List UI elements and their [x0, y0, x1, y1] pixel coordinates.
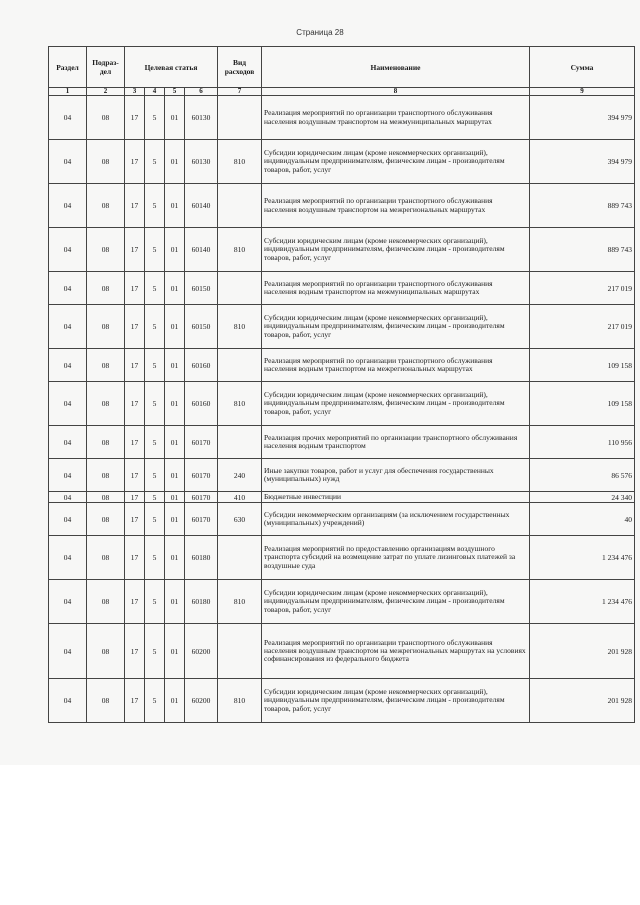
cell-razdel: 04 [49, 426, 87, 459]
cell-podrazdel: 08 [87, 624, 125, 679]
cell-celevaya-3: 01 [165, 624, 185, 679]
table-row [49, 580, 635, 624]
cell-summa: 40 [530, 503, 635, 536]
cell-celevaya-2: 5 [145, 349, 165, 382]
cell-naimenovanie: Субсидии некоммерческим организациям (за исключением государственных (муниципальных) учреждений) [262, 503, 530, 536]
cell-celevaya-4: 60170 [185, 426, 218, 459]
cell-celevaya-3: 01 [165, 96, 185, 140]
cell-celevaya-4: 60160 [185, 349, 218, 382]
cell-celevaya-4: 60180 [185, 580, 218, 624]
cell-celevaya-4: 60200 [185, 679, 218, 723]
cell-razdel: 04 [49, 349, 87, 382]
cell-naimenovanie: Субсидии юридическим лицам (кроме некоммерческих организаций), индивидуальным предпринимателям, физическим лицам - производителям товаров, работ, услуг [262, 140, 530, 184]
cell-summa: 86 576 [530, 459, 635, 492]
cell-vid-rashodov: 630 [218, 503, 262, 536]
cell-summa: 889 743 [530, 184, 635, 228]
cell-naimenovanie: Субсидии юридическим лицам (кроме некоммерческих организаций), индивидуальным предпринимателям, физическим лицам - производителям товаров, работ, услуг [262, 305, 530, 349]
cell-celevaya-3: 01 [165, 503, 185, 536]
column-number: 4 [145, 88, 165, 96]
cell-celevaya-1: 17 [125, 184, 145, 228]
cell-celevaya-1: 17 [125, 580, 145, 624]
cell-celevaya-1: 17 [125, 272, 145, 305]
cell-razdel: 04 [49, 228, 87, 272]
header-razdel: Раздел [49, 47, 87, 88]
cell-celevaya-3: 01 [165, 426, 185, 459]
budget-table [48, 46, 635, 723]
cell-celevaya-3: 01 [165, 536, 185, 580]
cell-naimenovanie: Бюджетные инвестиции [262, 492, 530, 503]
table-header-row [49, 47, 635, 88]
cell-naimenovanie: Субсидии юридическим лицам (кроме некоммерческих организаций), индивидуальным предпринимателям, физическим лицам - производителям товаров, работ, услуг [262, 580, 530, 624]
cell-vid-rashodov: 810 [218, 305, 262, 349]
column-number: 7 [218, 88, 262, 96]
cell-razdel: 04 [49, 184, 87, 228]
header-podrazdel: Подраз-дел [87, 47, 125, 88]
cell-vid-rashodov: 810 [218, 228, 262, 272]
cell-celevaya-2: 5 [145, 140, 165, 184]
table-row [49, 272, 635, 305]
cell-vid-rashodov: 810 [218, 382, 262, 426]
header-naimenovanie: Наименование [262, 47, 530, 88]
cell-podrazdel: 08 [87, 459, 125, 492]
cell-podrazdel: 08 [87, 503, 125, 536]
cell-podrazdel: 08 [87, 492, 125, 503]
table-row [49, 349, 635, 382]
table-row [49, 96, 635, 140]
cell-celevaya-1: 17 [125, 349, 145, 382]
cell-podrazdel: 08 [87, 426, 125, 459]
cell-podrazdel: 08 [87, 536, 125, 580]
header-vid-rashodov: Вид расходов [218, 47, 262, 88]
cell-celevaya-1: 17 [125, 96, 145, 140]
cell-vid-rashodov: 410 [218, 492, 262, 503]
column-number-row [49, 88, 635, 96]
cell-celevaya-1: 17 [125, 679, 145, 723]
cell-podrazdel: 08 [87, 305, 125, 349]
table-row [49, 536, 635, 580]
cell-celevaya-3: 01 [165, 272, 185, 305]
cell-celevaya-2: 5 [145, 228, 165, 272]
cell-vid-rashodov [218, 536, 262, 580]
page-number: Страница 28 [296, 28, 344, 37]
cell-celevaya-4: 60130 [185, 96, 218, 140]
cell-naimenovanie: Иные закупки товаров, работ и услуг для обеспечения государственных (муниципальных) нужд [262, 459, 530, 492]
table-row [49, 503, 635, 536]
cell-celevaya-2: 5 [145, 580, 165, 624]
cell-summa: 889 743 [530, 228, 635, 272]
cell-celevaya-3: 01 [165, 305, 185, 349]
cell-razdel: 04 [49, 536, 87, 580]
cell-celevaya-1: 17 [125, 382, 145, 426]
cell-naimenovanie: Реализация прочих мероприятий по организации транспортного обслуживания населения водным транспортом [262, 426, 530, 459]
cell-vid-rashodov [218, 349, 262, 382]
cell-celevaya-4: 60140 [185, 184, 218, 228]
cell-celevaya-1: 17 [125, 305, 145, 349]
cell-celevaya-1: 17 [125, 228, 145, 272]
cell-summa: 110 956 [530, 426, 635, 459]
column-number: 1 [49, 88, 87, 96]
cell-celevaya-3: 01 [165, 140, 185, 184]
column-number: 2 [87, 88, 125, 96]
cell-celevaya-3: 01 [165, 459, 185, 492]
cell-podrazdel: 08 [87, 272, 125, 305]
table-row [49, 140, 635, 184]
cell-razdel: 04 [49, 503, 87, 536]
column-number: 5 [165, 88, 185, 96]
table-row [49, 426, 635, 459]
cell-podrazdel: 08 [87, 382, 125, 426]
cell-razdel: 04 [49, 459, 87, 492]
cell-celevaya-4: 60160 [185, 382, 218, 426]
cell-naimenovanie: Реализация мероприятий по организации транспортного обслуживания населения воздушным транспортом на межрегиональных маршрутах на условиях софинансирования из федерального бюджета [262, 624, 530, 679]
cell-celevaya-3: 01 [165, 492, 185, 503]
header-celevaya-statya: Целевая статья [125, 47, 218, 88]
cell-summa: 394 979 [530, 96, 635, 140]
table-row [49, 624, 635, 679]
column-number: 9 [530, 88, 635, 96]
cell-summa: 217 019 [530, 305, 635, 349]
cell-summa: 217 019 [530, 272, 635, 305]
cell-celevaya-1: 17 [125, 459, 145, 492]
cell-celevaya-2: 5 [145, 459, 165, 492]
table-row [49, 459, 635, 492]
cell-celevaya-2: 5 [145, 426, 165, 459]
cell-summa: 1 234 476 [530, 580, 635, 624]
cell-celevaya-2: 5 [145, 679, 165, 723]
cell-celevaya-2: 5 [145, 536, 165, 580]
cell-celevaya-2: 5 [145, 492, 165, 503]
cell-celevaya-1: 17 [125, 536, 145, 580]
cell-celevaya-3: 01 [165, 679, 185, 723]
cell-vid-rashodov: 810 [218, 679, 262, 723]
cell-razdel: 04 [49, 305, 87, 349]
cell-summa: 201 928 [530, 624, 635, 679]
cell-razdel: 04 [49, 272, 87, 305]
cell-vid-rashodov [218, 184, 262, 228]
cell-celevaya-4: 60180 [185, 536, 218, 580]
cell-naimenovanie: Субсидии юридическим лицам (кроме некоммерческих организаций), индивидуальным предпринимателям, физическим лицам - производителям товаров, работ, услуг [262, 228, 530, 272]
cell-summa: 201 928 [530, 679, 635, 723]
cell-celevaya-3: 01 [165, 382, 185, 426]
cell-podrazdel: 08 [87, 580, 125, 624]
cell-razdel: 04 [49, 580, 87, 624]
cell-celevaya-3: 01 [165, 228, 185, 272]
cell-celevaya-4: 60150 [185, 305, 218, 349]
column-number: 6 [185, 88, 218, 96]
cell-naimenovanie: Реализация мероприятий по организации транспортного обслуживания населения воздушным транспортом на межмуниципальных маршрутах [262, 96, 530, 140]
cell-celevaya-4: 60170 [185, 459, 218, 492]
cell-celevaya-2: 5 [145, 96, 165, 140]
cell-celevaya-4: 60150 [185, 272, 218, 305]
cell-vid-rashodov [218, 426, 262, 459]
table-row [49, 492, 635, 503]
cell-naimenovanie: Субсидии юридическим лицам (кроме некоммерческих организаций), индивидуальным предпринимателям, физическим лицам - производителям товаров, работ, услуг [262, 382, 530, 426]
column-number: 3 [125, 88, 145, 96]
cell-celevaya-2: 5 [145, 272, 165, 305]
cell-vid-rashodov: 810 [218, 140, 262, 184]
cell-celevaya-4: 60200 [185, 624, 218, 679]
cell-podrazdel: 08 [87, 679, 125, 723]
cell-celevaya-2: 5 [145, 503, 165, 536]
cell-podrazdel: 08 [87, 228, 125, 272]
cell-naimenovanie: Субсидии юридическим лицам (кроме некоммерческих организаций), индивидуальным предпринимателям, физическим лицам - производителям товаров, работ, услуг [262, 679, 530, 723]
table-row [49, 679, 635, 723]
cell-naimenovanie: Реализация мероприятий по организации транспортного обслуживания населения водным транспортом на межрегиональных маршрутах [262, 349, 530, 382]
cell-razdel: 04 [49, 96, 87, 140]
cell-celevaya-1: 17 [125, 140, 145, 184]
cell-vid-rashodov [218, 624, 262, 679]
table-row [49, 184, 635, 228]
cell-summa: 394 979 [530, 140, 635, 184]
cell-razdel: 04 [49, 382, 87, 426]
cell-celevaya-3: 01 [165, 580, 185, 624]
cell-razdel: 04 [49, 624, 87, 679]
cell-podrazdel: 08 [87, 349, 125, 382]
cell-celevaya-4: 60170 [185, 492, 218, 503]
cell-vid-rashodov [218, 272, 262, 305]
table-row [49, 228, 635, 272]
cell-celevaya-1: 17 [125, 624, 145, 679]
cell-celevaya-1: 17 [125, 426, 145, 459]
cell-celevaya-3: 01 [165, 184, 185, 228]
cell-summa: 109 158 [530, 382, 635, 426]
cell-celevaya-4: 60170 [185, 503, 218, 536]
cell-celevaya-2: 5 [145, 382, 165, 426]
cell-celevaya-1: 17 [125, 492, 145, 503]
cell-naimenovanie: Реализация мероприятий по организации транспортного обслуживания населения водным транспортом на межмуниципальных маршрутах [262, 272, 530, 305]
cell-celevaya-4: 60130 [185, 140, 218, 184]
header-summa: Сумма [530, 47, 635, 88]
cell-summa: 109 158 [530, 349, 635, 382]
cell-razdel: 04 [49, 492, 87, 503]
cell-podrazdel: 08 [87, 184, 125, 228]
cell-celevaya-2: 5 [145, 624, 165, 679]
cell-celevaya-3: 01 [165, 349, 185, 382]
cell-celevaya-1: 17 [125, 503, 145, 536]
table-row [49, 382, 635, 426]
cell-summa: 24 340 [530, 492, 635, 503]
cell-celevaya-2: 5 [145, 184, 165, 228]
table-row [49, 305, 635, 349]
cell-razdel: 04 [49, 679, 87, 723]
cell-razdel: 04 [49, 140, 87, 184]
cell-podrazdel: 08 [87, 140, 125, 184]
cell-vid-rashodov [218, 96, 262, 140]
cell-celevaya-2: 5 [145, 305, 165, 349]
cell-celevaya-4: 60140 [185, 228, 218, 272]
cell-podrazdel: 08 [87, 96, 125, 140]
column-number: 8 [262, 88, 530, 96]
cell-summa: 1 234 476 [530, 536, 635, 580]
cell-naimenovanie: Реализация мероприятий по предоставлению организациям воздушного транспорта субсидий на возмещение затрат по уплате лизинговых платежей за воздушные суда [262, 536, 530, 580]
cell-vid-rashodov: 810 [218, 580, 262, 624]
cell-naimenovanie: Реализация мероприятий по организации транспортного обслуживания населения воздушным транспортом на межрегиональных маршрутах [262, 184, 530, 228]
cell-vid-rashodov: 240 [218, 459, 262, 492]
